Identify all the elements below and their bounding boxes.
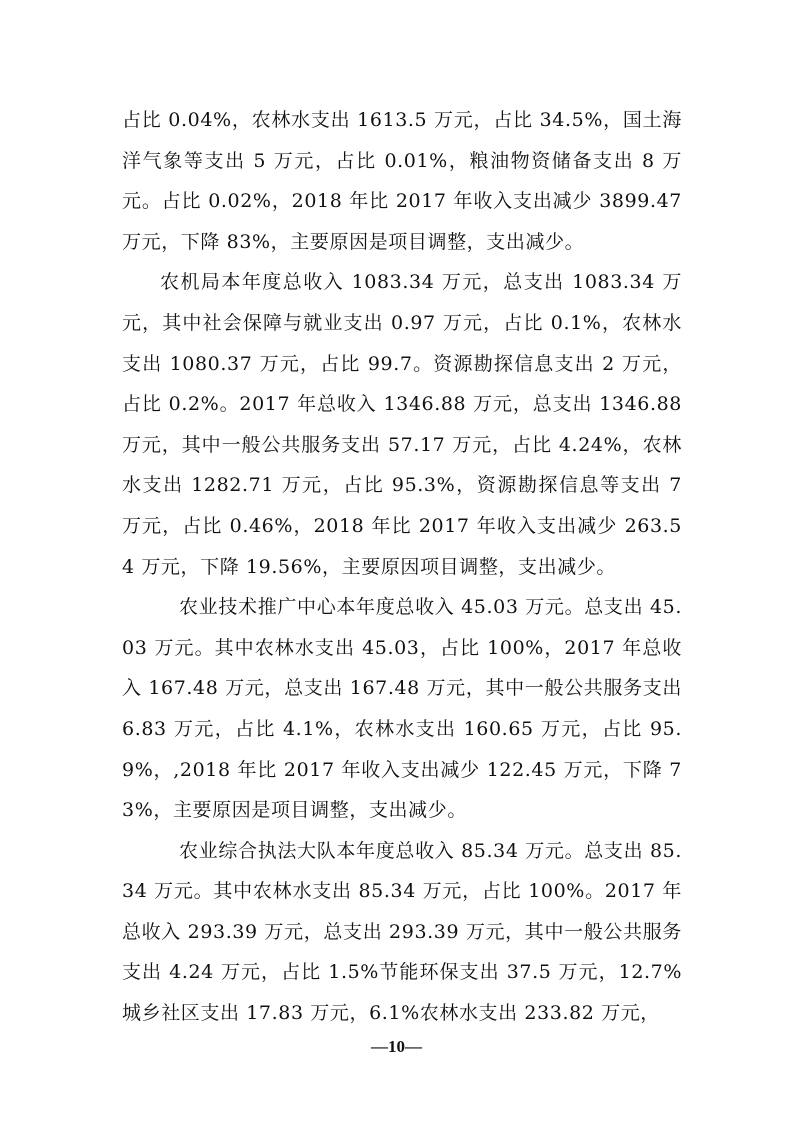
- paragraph-agricultural-enforcement-team: 农业综合执法大队本年度总收入 85.34 万元。总支出 85.34 万元。其中农林水支出 85.34 万元，占比 100%。2017 年总收入 293.39 万元，总支出 293.39 万元，其中一般公共服务支出 4.24 万元，占比 1.5%节能环保支出 37.5 万元，12.7%城乡社区支出 17.83 万元，6.1%农林水支出 233.82 万元，: [122, 839, 683, 1025]
- body-text: [122, 100, 682, 1034]
- paragraph-agricultural-technology-center: 农业技术推广中心本年度总收入 45.03 万元。总支出 45.03 万元。其中农林水支出 45.03，占比 100%，2017 年总收入 167.48 万元，总支出 167.48 万元，其中一般公共服务支出 6.83 万元，占比 4.1%，农林水支出 160.65 万元，占比 95.9%，,2018 年比 2017 年收入支出减少 122.45 万元，下降 73%，主要原因是项目调整，支出减少。: [122, 596, 682, 822]
- paragraph-agricultural-machinery-bureau: 农机局本年度总收入 1083.34 万元，总支出 1083.34 万元，其中社会保障与就业支出 0.97 万元，占比 0.1%，农林水支出 1080.37 万元，占比 99.7。资源勘探信息支出 2 万元，占比 0.2%。2017 年总收入 1346.88 万元，总支出 1346.88 万元，其中一般公共服务支出 57.17 万元，占比 4.24%，农林水支出 1282.71 万元，占比 95.3%，资源勘探信息等支出 7 万元，占比 0.46%，2018 年比 2017 年收入支出减少 263.54 万元，下降 19.56%，主要原因项目调整，支出减少。: [122, 271, 682, 578]
- page-number: —10—: [371, 1037, 422, 1056]
- paragraph-continuation: 占比 0.04%，农林水支出 1613.5 万元，占比 34.5%，国土海洋气象等支出 5 万元，占比 0.01%，粮油物资储备支出 8 万元。占比 0.02%，2018 年比 2017 年收入支出减少 3899.47 万元，下降 83%，主要原因是项目调整，支出减少。: [122, 109, 682, 253]
